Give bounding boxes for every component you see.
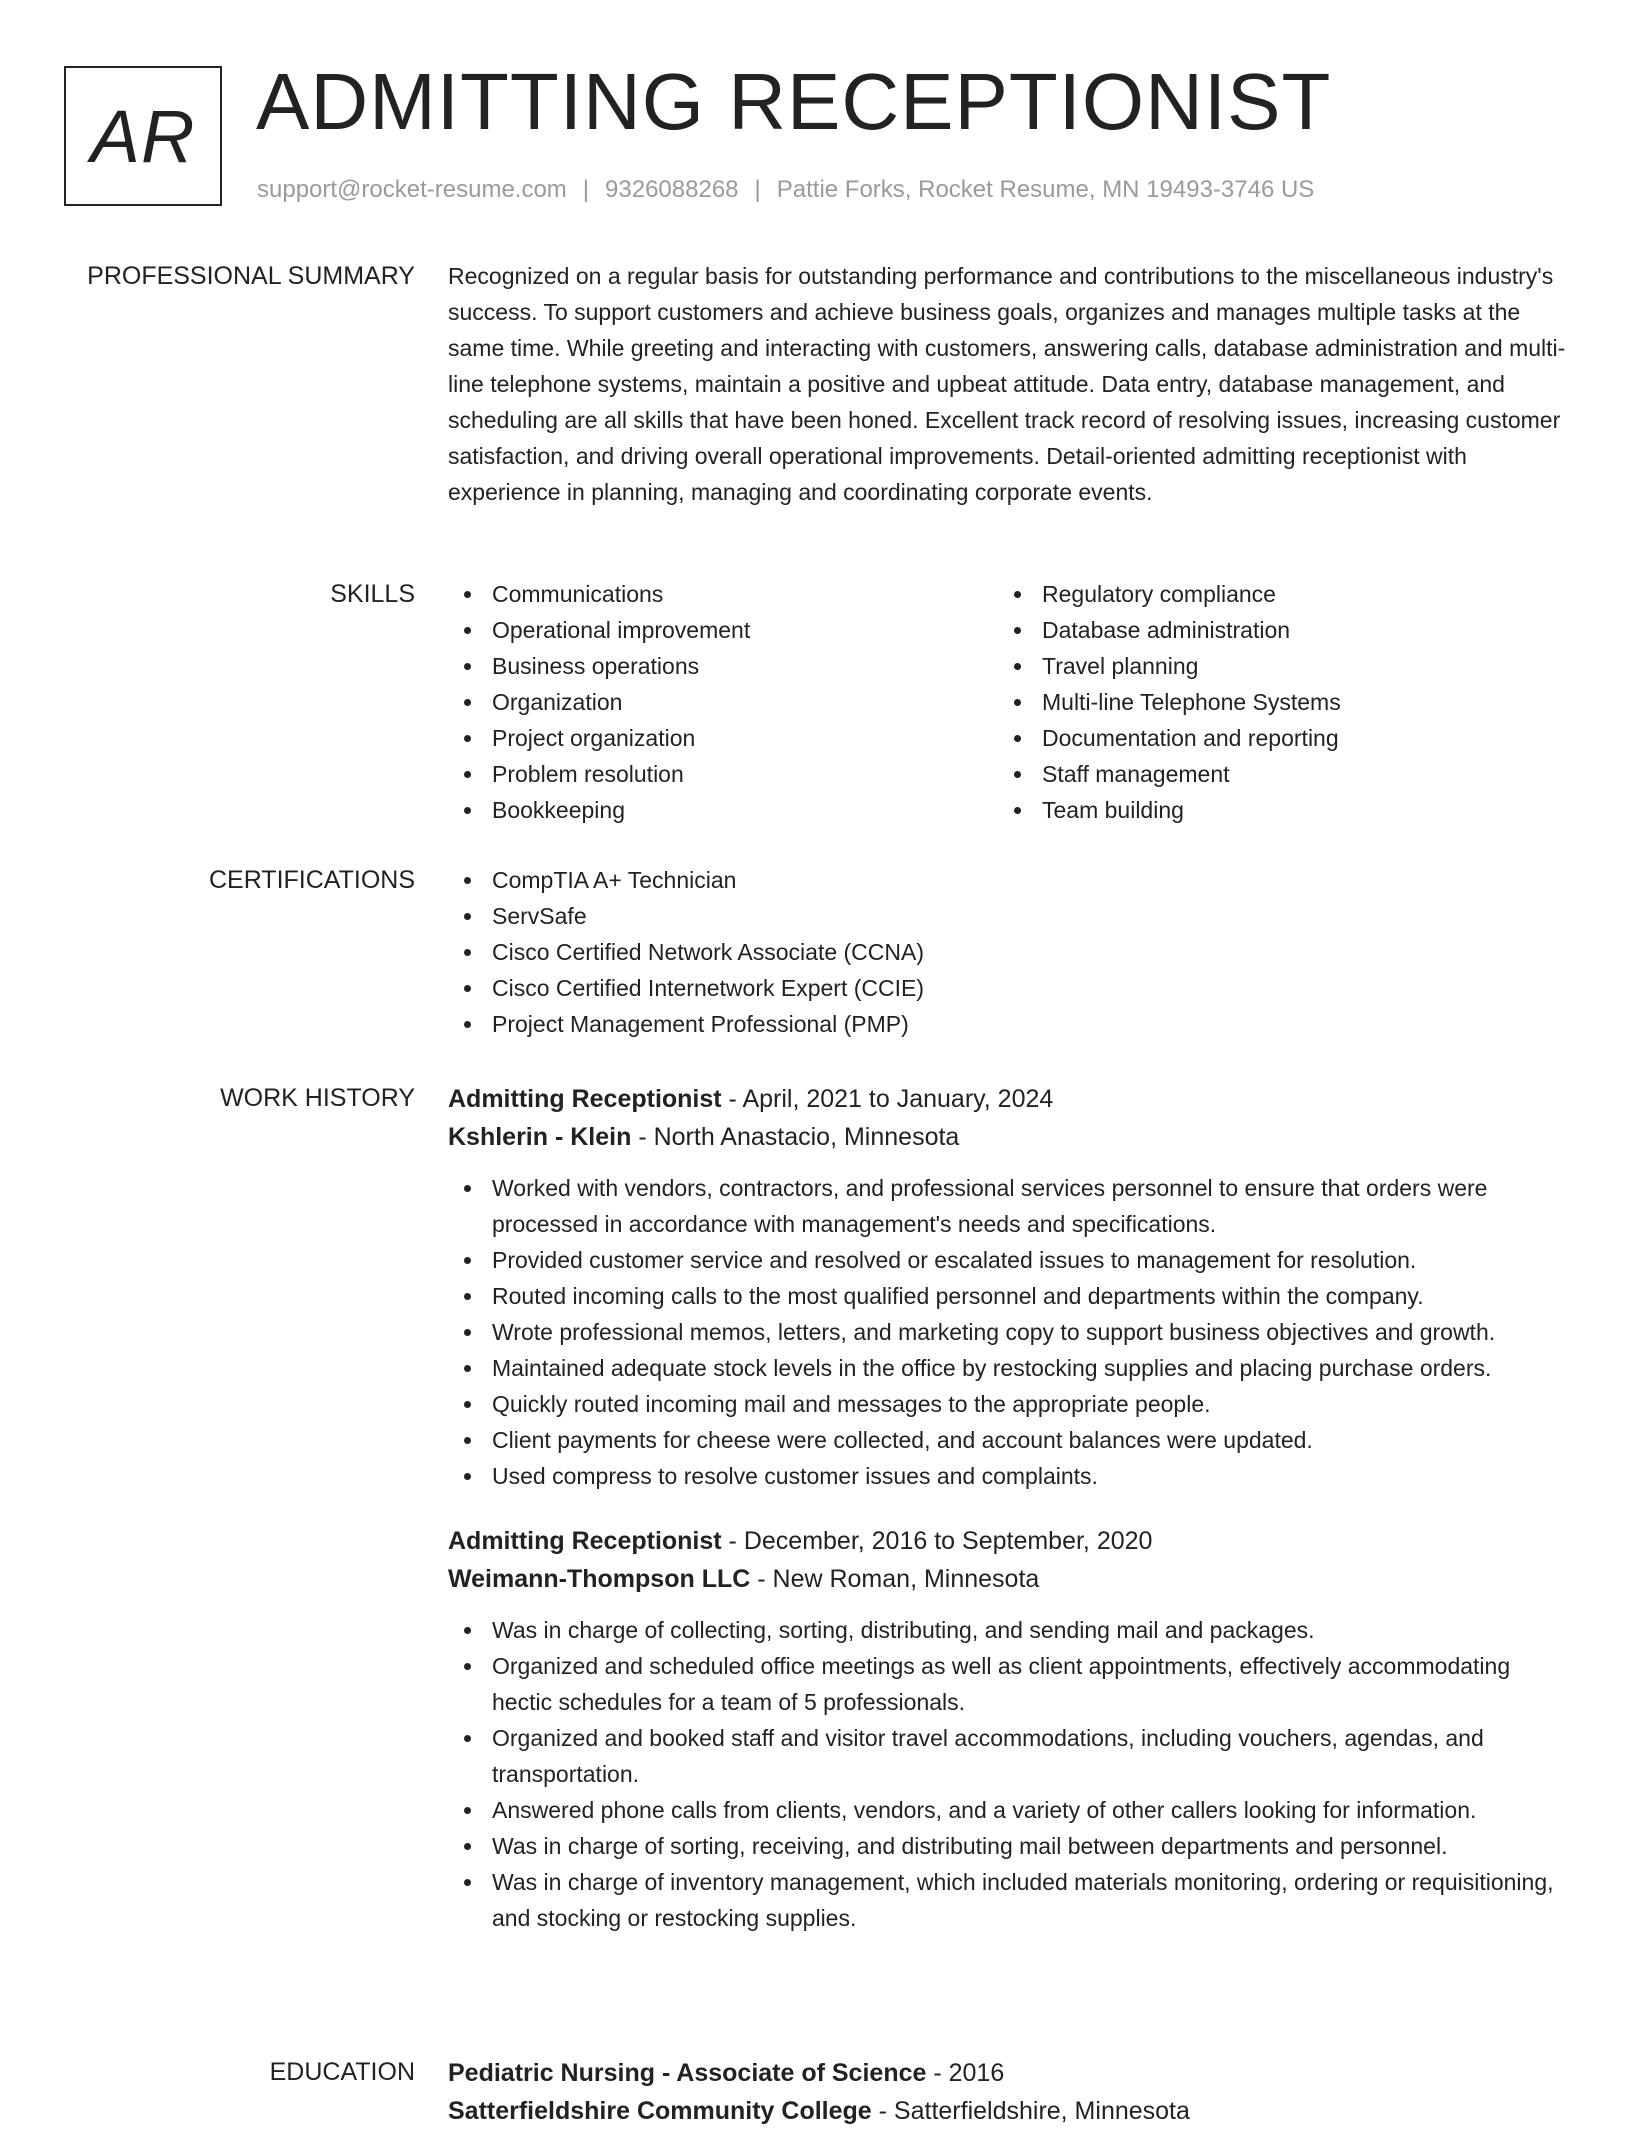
job-heading <box>448 1080 1568 1118</box>
section-label: CERTIFICATIONS <box>208 866 415 894</box>
job-bullet: Provided customer service and resolved or escalated issues to management for resolution. <box>448 1242 1568 1278</box>
certifications-list <box>448 862 1568 1042</box>
skill-item: Bookkeeping <box>448 792 998 828</box>
job-title: Admitting Receptionist <box>448 1527 722 1555</box>
summary-text: Recognized on a regular basis for outstanding performance and contributions to the miscellaneous industry's success. To support customers and achieve business goals, organizes and manages multiple tasks at the same time. While greeting and interacting with customers, answering calls, database administration and multi-line telephone systems, maintain a positive and upbeat attitude. Data entry, database management, and scheduling are all skills that have been honed. Excellent track record of resolving issues, increasing customer satisfaction, and driving overall operational improvements. Detail-oriented admitting receptionist with experience in planning, managing and coordinating corporate events. <box>448 263 1566 505</box>
section-label: PROFESSIONAL SUMMARY <box>87 262 415 290</box>
job-entry <box>448 1080 1568 1494</box>
work-history-container <box>448 1080 1568 1936</box>
skill-item: Team building <box>998 792 1548 828</box>
job-entry <box>448 1522 1568 1936</box>
phone: 9326088268 <box>605 176 739 203</box>
job-bullet: Quickly routed incoming mail and messages to the appropriate people. <box>448 1386 1568 1422</box>
job-bullet: Used compress to resolve customer issues and complaints. <box>448 1458 1568 1494</box>
monogram: AR <box>64 66 222 206</box>
job-bullet: Was in charge of sorting, receiving, and distributing mail between departments and personnel. <box>448 1828 1568 1864</box>
skill-item: Regulatory compliance <box>998 576 1548 612</box>
job-bullet: Client payments for cheese were collected, and account balances were updated. <box>448 1422 1568 1458</box>
job-company: Kshlerin - Klein <box>448 1123 632 1151</box>
address: Pattie Forks, Rocket Resume, MN 19493-3746 US <box>776 176 1315 203</box>
skill-item: Travel planning <box>998 648 1548 684</box>
summary-text-container <box>448 258 1568 510</box>
section-label: WORK HISTORY <box>220 1084 415 1112</box>
education-container <box>448 2054 1568 2144</box>
certification-item: ServSafe <box>448 898 1568 934</box>
skills-right-list <box>998 576 1548 828</box>
certification-item: CompTIA A+ Technician <box>448 862 1568 898</box>
job-bullet: Maintained adequate stock levels in the office by restocking supplies and placing purchase orders. <box>448 1350 1568 1386</box>
job-dates: - December, 2016 to September, 2020 <box>721 1527 1153 1555</box>
certification-item: Project Management Professional (PMP) <box>448 1006 1568 1042</box>
skills-columns <box>448 576 1568 828</box>
job-bullet: Answered phone calls from clients, vendors, and a variety of other callers looking for information. <box>448 1792 1568 1828</box>
job-dates: - April, 2021 to January, 2024 <box>721 1085 1054 1113</box>
skills-left-list <box>448 576 998 828</box>
skill-item: Communications <box>448 576 998 612</box>
job-bullet: Routed incoming calls to the most qualified personnel and departments within the company. <box>448 1278 1568 1314</box>
job-company-line <box>448 1560 1568 1598</box>
job-location: - New Roman, Minnesota <box>750 1565 1040 1593</box>
resume-title: ADMITTING RECEPTIONIST <box>256 57 1332 146</box>
email: support@rocket-resume.com <box>257 176 567 203</box>
job-title: Admitting Receptionist <box>448 1085 722 1113</box>
separator: | <box>582 176 590 203</box>
job-company-line <box>448 1118 1568 1156</box>
skill-item: Operational improvement <box>448 612 998 648</box>
skill-item: Documentation and reporting <box>998 720 1548 756</box>
job-location: - North Anastacio, Minnesota <box>631 1123 960 1151</box>
certification-item: Cisco Certified Internetwork Expert (CCIE) <box>448 970 1568 1006</box>
skill-item: Staff management <box>998 756 1548 792</box>
school-line <box>448 2092 1568 2130</box>
skill-item: Database administration <box>998 612 1548 648</box>
job-bullet: Was in charge of inventory management, which included materials monitoring, ordering or requisitioning, and stocking or restocking supplies. <box>448 1864 1568 1936</box>
school-location: - Satterfieldshire, Minnesota <box>871 2097 1190 2125</box>
job-bullet: Organized and booked staff and visitor travel accommodations, including vouchers, agendas, and transportation. <box>448 1720 1568 1792</box>
job-bullets <box>448 1612 1568 1936</box>
certifications-container <box>448 862 1568 1042</box>
job-bullet: Wrote professional memos, letters, and marketing copy to support business objectives and growth. <box>448 1314 1568 1350</box>
degree-year: - 2016 <box>926 2059 1005 2087</box>
skill-item: Project organization <box>448 720 998 756</box>
job-bullet: Was in charge of collecting, sorting, distributing, and sending mail and packages. <box>448 1612 1568 1648</box>
school: Satterfieldshire Community College <box>448 2097 872 2125</box>
certification-item: Cisco Certified Network Associate (CCNA) <box>448 934 1568 970</box>
job-bullet: Organized and scheduled office meetings as well as client appointments, effectively accommodating hectic schedules for a team of 5 professionals. <box>448 1648 1568 1720</box>
section-label: EDUCATION <box>269 2058 415 2086</box>
degree: Pediatric Nursing - Associate of Science <box>448 2059 927 2087</box>
job-bullets <box>448 1170 1568 1494</box>
degree-line <box>448 2054 1568 2092</box>
separator: | <box>754 176 761 203</box>
contact-line <box>257 175 1314 205</box>
skill-item: Organization <box>448 684 998 720</box>
job-heading <box>448 1522 1568 1560</box>
job-company: Weimann-Thompson LLC <box>448 1565 751 1593</box>
skill-item: Business operations <box>448 648 998 684</box>
skill-item: Multi-line Telephone Systems <box>998 684 1548 720</box>
skill-item: Problem resolution <box>448 756 998 792</box>
section-label: SKILLS <box>330 580 415 608</box>
job-bullet: Worked with vendors, contractors, and professional services personnel to ensure that orders were processed in accordance with management's needs and specifications. <box>448 1170 1568 1242</box>
